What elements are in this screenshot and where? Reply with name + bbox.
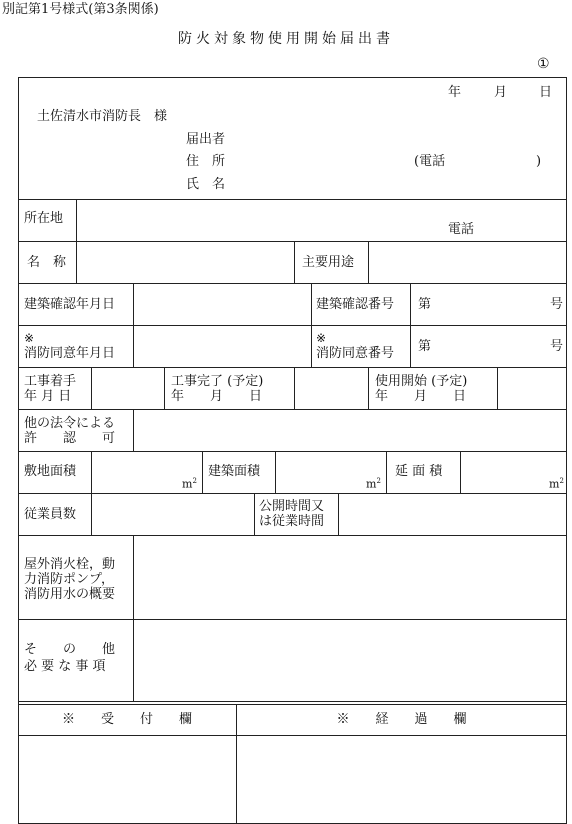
floor-area-label: 延 面 積 [395, 464, 443, 479]
build-no-prefix: 第 [418, 297, 432, 312]
fire-consent-no-label: 消防同意番号 [316, 346, 395, 361]
other-matters-label-2: 必 要 な 事 項 [24, 659, 106, 674]
main-use-label: 主要用途 [302, 255, 355, 270]
name-label: 氏 名 [186, 177, 226, 192]
progress-column-label: ※ 経 過 欄 [336, 712, 467, 727]
build-confirm-no-label: 建築確認番号 [316, 297, 395, 312]
day-label: 日 [539, 85, 553, 100]
use-start-label: 使用開始 (予定) [375, 374, 468, 389]
phone-paren-close: ) [536, 154, 542, 169]
addressee: 土佐清水市消防長 様 [37, 109, 168, 124]
site-area-label: 敷地面積 [24, 464, 77, 479]
reception-column-label: ※ 受 付 欄 [61, 712, 192, 727]
use-start-date-label: 年 月 日 [375, 389, 467, 404]
other-law-permit-label: 許 認 可 [24, 431, 116, 446]
building-area-label: 建築面積 [208, 464, 261, 479]
hydrant-label-3: 消防用水の概要 [24, 587, 116, 602]
construction-start-date-label: 年 月 日 [24, 389, 72, 404]
location-label: 所在地 [24, 211, 64, 226]
building-area-unit: $m^2$ [366, 477, 381, 491]
form-id: 別記第1号様式(第3条関係) [2, 2, 159, 17]
submitter-label: 届出者 [186, 132, 226, 147]
build-confirm-date-label: 建築確認年月日 [24, 297, 116, 312]
year-label: 年 [448, 85, 462, 100]
build-no-suffix: 号 [550, 297, 564, 312]
consent-date-asterisk: ※ [24, 331, 35, 345]
hours-label-2: は従業時間 [259, 514, 325, 529]
construction-end-label: 工事完了 (予定) [171, 374, 264, 389]
site-area-unit: $m^2$ [182, 477, 197, 491]
construction-end-date-label: 年 月 日 [171, 389, 263, 404]
location-phone-label: 電話 [448, 222, 475, 237]
address-label: 住 所 [186, 154, 226, 169]
phone-paren-label: (電話 [414, 154, 446, 169]
construction-start-label: 工事着手 [24, 374, 77, 389]
hydrant-label-2: 力消防ポンプ， [24, 572, 114, 587]
hours-label: 公開時間又 [259, 499, 325, 514]
consent-no-prefix: 第 [418, 339, 432, 354]
month-label: 月 [494, 85, 508, 100]
floor-area-unit: $m^2$ [549, 477, 564, 491]
fire-consent-date-label: 消防同意年月日 [24, 346, 116, 361]
consent-no-suffix: 号 [550, 339, 564, 354]
consent-no-asterisk: ※ [316, 331, 327, 345]
form-title: 防火対象物使用開始届出書 [178, 31, 394, 47]
other-matters-label-1: そ の 他 [24, 642, 116, 657]
facility-name-label: 名 称 [27, 255, 67, 270]
circle-number: ① [537, 56, 550, 72]
other-law-label: 他の法令による [24, 416, 116, 431]
employees-label: 従業員数 [24, 507, 77, 522]
hydrant-label-1: 屋外消火栓，動 [24, 557, 116, 572]
